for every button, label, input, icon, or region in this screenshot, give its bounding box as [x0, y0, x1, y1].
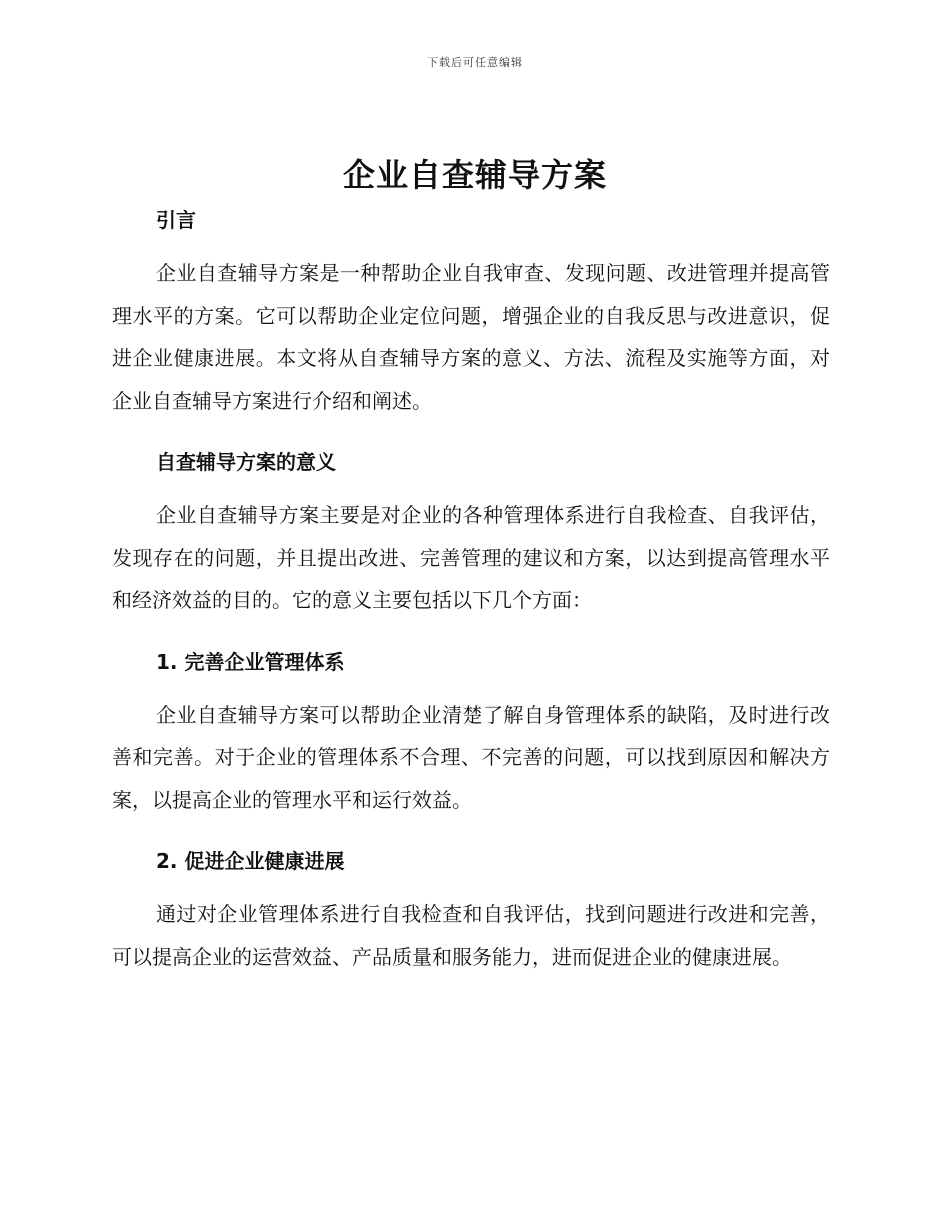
subsection-paragraph-1: 企业自查辅导方案可以帮助企业清楚了解自身管理体系的缺陷，及时进行改善和完善。对于企业的管理体系不合理、不完善的问题，可以找到原因和解决方案，以提高企业的管理水平和运行效益。 — [112, 702, 830, 812]
subsection-heading-1: 1. 完善企业管理体系 — [156, 649, 345, 674]
document-title: 企业自查辅导方案 — [342, 156, 607, 194]
section-paragraph-intro: 企业自查辅导方案是一种帮助企业自我审查、发现问题、改进管理并提高管理水平的方案。它可以帮助企业定位问题，增强企业的自我反思与改进意识，促进企业健康进展。本文将从自查辅导方案的意义、方法、流程及实施等方面，对企业自查辅导方案进行介绍和阐述。 — [112, 261, 830, 413]
section-heading-meaning: 自查辅导方案的意义 — [156, 450, 336, 474]
header-note: 下载后可任意编辑 — [427, 56, 523, 69]
section-heading-intro: 引言 — [156, 208, 196, 232]
section-paragraph-meaning: 企业自查辅导方案主要是对企业的各种管理体系进行自我检查、自我评估，发现存在的问题，并且提出改进、完善管理的建议和方案，以达到提高管理水平和经济效益的目的。它的意义主要包括以下几个方面： — [112, 503, 830, 612]
subsection-heading-2: 2. 促进企业健康进展 — [156, 849, 345, 873]
document-body — [112, 200, 830, 978]
subsection-paragraph-2: 通过对企业管理体系进行自我检查和自我评估，找到问题进行改进和完善，可以提高企业的运营效益、产品质量和服务能力，进而促进企业的健康进展。 — [112, 902, 830, 969]
